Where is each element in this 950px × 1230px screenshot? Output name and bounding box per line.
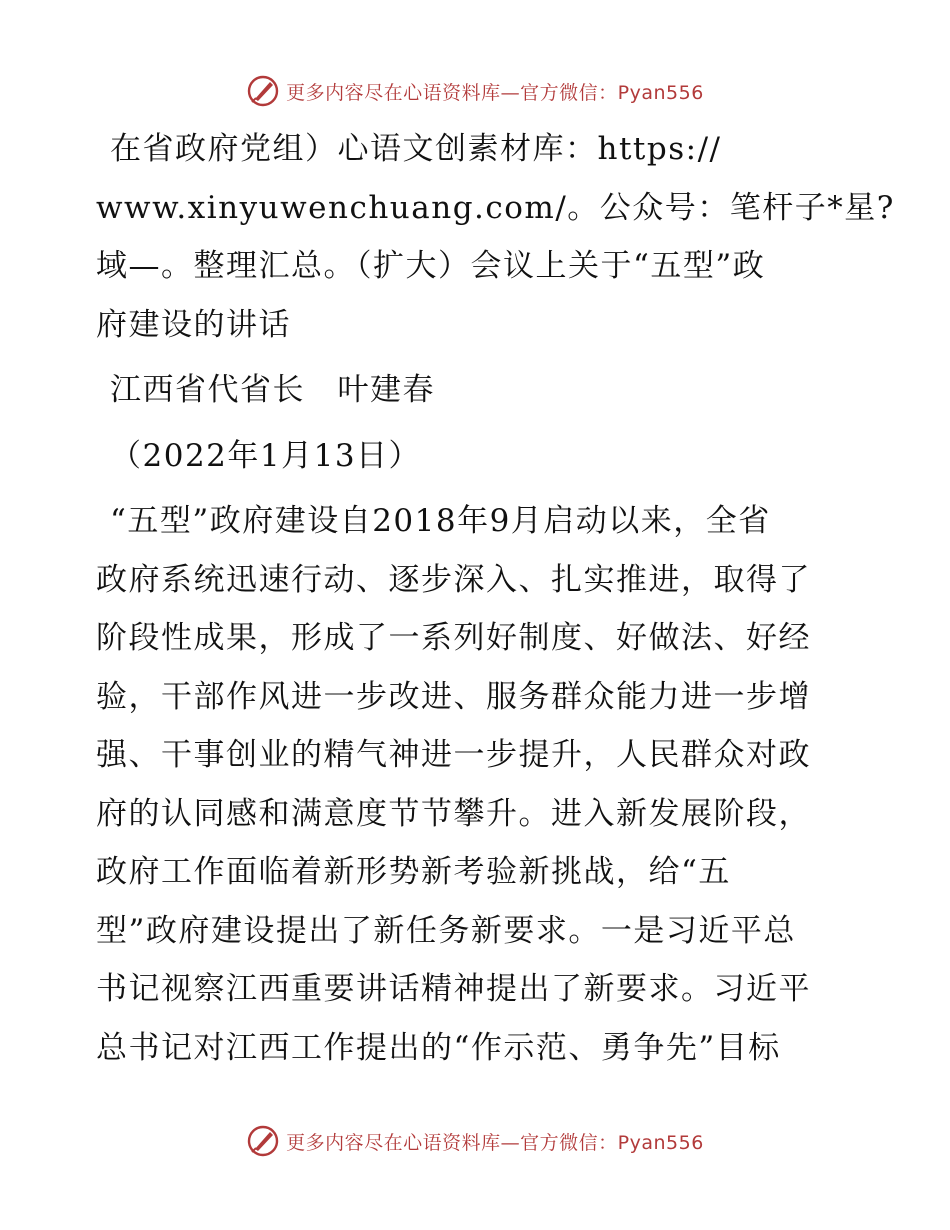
watermark-wechat-id: Pyan556 (617, 81, 704, 104)
watermark-text (286, 78, 704, 105)
paragraph-line: 书记视察江西重要讲话精神提出了新要求。习近平 (96, 971, 811, 1007)
paragraph-line: 型”政府建设提出了新任务新要求。一是习近平总 (96, 912, 796, 949)
title-line: 在省政府党组）心语文创素材库：https:// (110, 131, 722, 167)
paragraph-line: 强、干事创业的精气神进一步提升，人民群众对政 (96, 737, 811, 773)
document-date (96, 427, 856, 486)
document-author (96, 361, 856, 420)
title-line: 域—。整理汇总。（扩大）会议上关于“五型”政 (96, 248, 766, 284)
header-watermark (0, 71, 950, 111)
paragraph-line: 政府系统迅速行动、逐步深入、扎实推进，取得了 (96, 561, 811, 598)
watermark-wechat-id: Pyan556 (617, 1131, 704, 1154)
paragraph-line: 府的认同感和满意度节节攀升。进入新发展阶段， (96, 795, 811, 832)
title-line: 府建设的讲话 (96, 306, 291, 343)
watermark-text (286, 1128, 704, 1155)
paragraph-line: 政府工作面临着新形势新考验新挑战，给“五 (96, 854, 731, 890)
date-line: （2022年1月13日） (110, 437, 422, 474)
paragraph-line: 验，干部作风进一步改进、服务群众能力进一步增 (96, 678, 811, 715)
document-body (96, 120, 895, 1077)
title-line: www.xinyuwenchuang.com/。公众号：笔杆子*星? (96, 189, 895, 226)
watermark-label: 更多内容尽在心语资料库—官方微信： (286, 1131, 618, 1154)
paragraph-line: 阶段性成果，形成了一系列好制度、好做法、好经 (96, 620, 811, 656)
paragraph-line: “五型”政府建设自2018年9月启动以来，全省 (110, 503, 771, 539)
quill-pen-logo-icon (246, 74, 280, 108)
author-line: 江西省代省长 叶建春 (110, 372, 435, 408)
document-title (96, 120, 895, 354)
quill-pen-logo-icon (246, 1124, 280, 1158)
watermark-group (246, 74, 704, 108)
footer-watermark (0, 1121, 950, 1161)
document-paragraph (96, 492, 856, 1077)
watermark-label: 更多内容尽在心语资料库—官方微信： (286, 81, 618, 104)
watermark-group (246, 1124, 704, 1158)
paragraph-line: 总书记对江西工作提出的“作示范、勇争先”目标 (96, 1029, 781, 1066)
